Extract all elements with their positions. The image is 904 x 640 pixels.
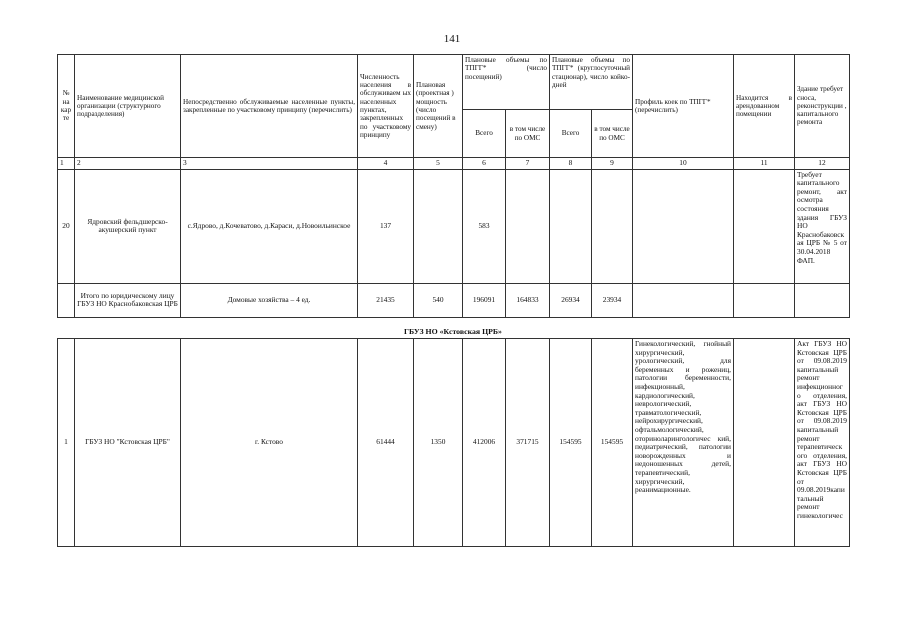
- header-bed-profile: Профиль коек по ТПГГ* (перечислить): [633, 55, 734, 158]
- total-row: [58, 283, 850, 317]
- visits-oms: 371715: [506, 339, 550, 547]
- empty-cell: [633, 283, 734, 317]
- header-organization-name: Наименование медицинской организации (структурного подразделения): [75, 55, 181, 158]
- rented: [734, 169, 795, 283]
- header-visits-oms: в том числе по ОМС: [506, 110, 550, 158]
- total-visits-total: 196091: [463, 283, 506, 317]
- column-number: 10: [633, 158, 734, 170]
- table-row: [58, 169, 850, 283]
- header-rented: Находится в арендованном помещении: [734, 55, 795, 158]
- bed-profile: [633, 169, 734, 283]
- building-state: Требует капитального ремонт, акт осмотра состояния здания ГБУЗ НО Краснобаковск ая ЦРБ № 5 от 30.04.2018 ФАП.: [795, 169, 850, 283]
- header-settlements: Непосредственно обслуживаемые населенные пункты, закрепленные по участковому принципу (перечислить): [181, 55, 358, 158]
- building-state: Акт ГБУЗ НО Кстовская ЦРБ от 09.08.2019 капитальный ремонт инфекционног о отделения, акт ГБУЗ НО Кстовская ЦРБ от 09.08.2019 капитальный ремонт терапевтическ ого отделения, акт ГБУЗ НО Кстовская ЦРБ от 09.08.2019капи тальный ремонт гинекологичес: [795, 339, 850, 547]
- column-number: 9: [592, 158, 633, 170]
- empty-cell: [58, 283, 75, 317]
- total-label: Итого по юридическому лицу ГБУЗ НО Краснобаковская ЦРБ: [75, 283, 181, 317]
- visits-total: 412006: [463, 339, 506, 547]
- total-beds-total: 26934: [550, 283, 592, 317]
- column-number: 1: [58, 158, 75, 170]
- settlements: г. Кстово: [181, 339, 358, 547]
- total-population: 21435: [358, 283, 414, 317]
- bed-profile: Гинекологический, гнойный хирургический, урологический, для беременных и рожениц, патологии беременности, инфекционный, кардиологический, неврологический, травматологический, нейрохирургический, офтальмологический, оториноларингологичес кий, педиатрический, патологии новорожденных и недоношенных детей, терапевтический, хирургический, реанимационные.: [633, 339, 734, 547]
- column-number: 7: [506, 158, 550, 170]
- table-row: [58, 339, 850, 547]
- row-number: 1: [58, 339, 75, 547]
- column-number: 3: [181, 158, 358, 170]
- population: 61444: [358, 339, 414, 547]
- section-title: ГБУЗ НО «Кстовская ЦРБ»: [404, 327, 502, 336]
- beds-oms: 154595: [592, 339, 633, 547]
- empty-cell: [795, 283, 850, 317]
- beds-total: 154595: [550, 339, 592, 547]
- total-capacity: 540: [414, 283, 463, 317]
- header-capacity: Плановая (проектная ) мощность (число посещений в смену): [414, 55, 463, 158]
- column-number: 8: [550, 158, 592, 170]
- beds-oms: [592, 169, 633, 283]
- header-planned-bed-days: Плановые объемы по ТПГГ* (круглосуточный стационар), число койко-дней: [550, 55, 633, 110]
- column-number: 2: [75, 158, 181, 170]
- beds-total: [550, 169, 592, 283]
- header-building-state: Здание требует сноса, реконструкции , капитального ремонта: [795, 55, 850, 158]
- population: 137: [358, 169, 414, 283]
- column-number: 4: [358, 158, 414, 170]
- rented: [734, 339, 795, 547]
- total-settlements: Домовые хозяйства – 4 ед.: [181, 283, 358, 317]
- capacity: 1350: [414, 339, 463, 547]
- visits-oms: [506, 169, 550, 283]
- header-planned-visits: Плановые объемы по ТПГГ* (число посещений): [463, 55, 550, 110]
- organization-name: Ядровский фельдшерско-акушерский пункт: [75, 169, 181, 283]
- facilities-table: [57, 54, 850, 318]
- visits-total: 583: [463, 169, 506, 283]
- column-number: 12: [795, 158, 850, 170]
- settlements: с.Ядрово, д.Кочеватово, д.Караси, д.Новоильинское: [181, 169, 358, 283]
- header-number: № на кар те: [58, 55, 75, 158]
- row-number: 20: [58, 169, 75, 283]
- capacity: [414, 169, 463, 283]
- page-number: 141: [443, 33, 461, 45]
- column-number: 11: [734, 158, 795, 170]
- facilities-table-continued: [57, 338, 850, 547]
- header-beds-total: Всего: [550, 110, 592, 158]
- organization-name: ГБУЗ НО "Кстовская ЦРБ": [75, 339, 181, 547]
- column-number: 6: [463, 158, 506, 170]
- numbering-row: [58, 158, 850, 170]
- header-visits-total: Всего: [463, 110, 506, 158]
- header-population: Численность населения в обслуживаем ых населенных пунктах, закрепленных по участковому принципу: [358, 55, 414, 158]
- empty-cell: [734, 283, 795, 317]
- header-beds-oms: в том числе по ОМС: [592, 110, 633, 158]
- total-visits-oms: 164833: [506, 283, 550, 317]
- header-row-1: [58, 55, 850, 110]
- total-beds-oms: 23934: [592, 283, 633, 317]
- column-number: 5: [414, 158, 463, 170]
